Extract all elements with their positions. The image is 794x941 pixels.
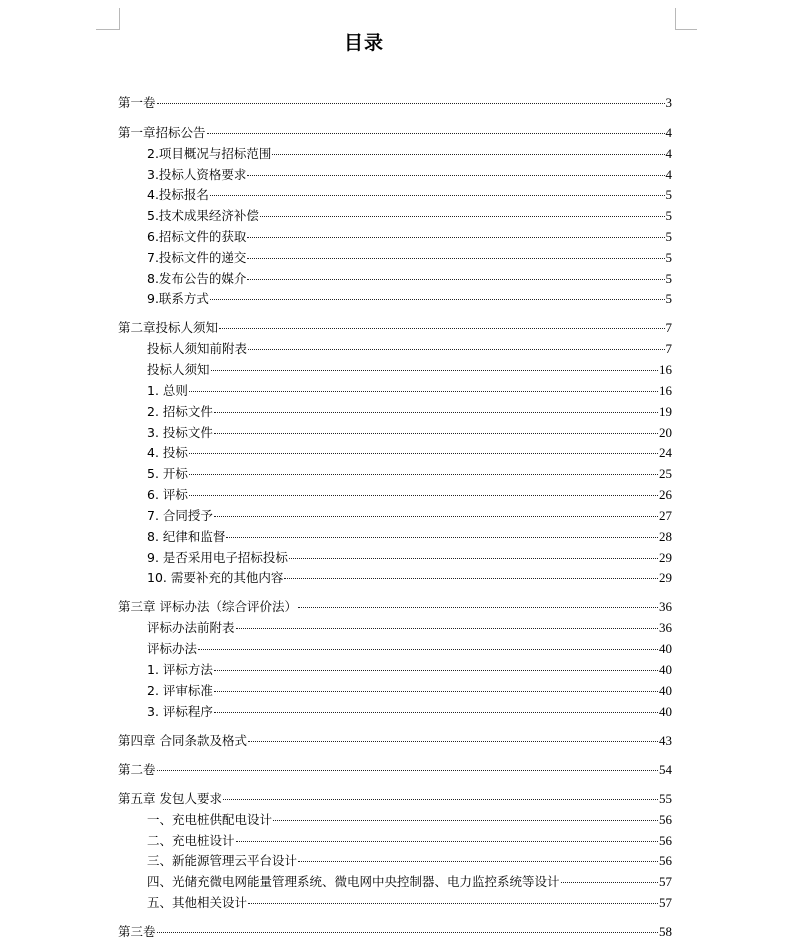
- toc-page-number: 7: [665, 341, 672, 356]
- toc-entry-text: 第二章投标人须知: [118, 320, 219, 335]
- toc-leader: [214, 691, 658, 692]
- page-title: 目录: [343, 32, 384, 54]
- toc-leader: [189, 453, 658, 454]
- toc-entry[interactable]: [147, 640, 672, 658]
- toc-entry[interactable]: [147, 486, 672, 504]
- toc-leader: [211, 370, 658, 371]
- toc-entry[interactable]: [147, 249, 672, 267]
- toc-leader: [214, 712, 658, 713]
- toc-entry-text: 5. 开标: [147, 466, 188, 481]
- toc-entry-text: 投标人须知: [147, 362, 210, 377]
- toc-entry-text: 5.技术成果经济补偿: [147, 208, 259, 223]
- toc-entry[interactable]: [118, 319, 672, 337]
- toc-entry-text: 第二卷: [118, 762, 156, 777]
- toc-entry-text: 第一卷: [118, 95, 156, 110]
- toc-entry-text: 3.投标人资格要求: [147, 167, 247, 182]
- toc-page-number: 40: [659, 662, 672, 677]
- toc-entry[interactable]: [147, 424, 672, 442]
- toc-leader: [236, 841, 658, 842]
- toc-leader: [214, 412, 658, 413]
- toc-entry[interactable]: [147, 569, 672, 587]
- toc-entry-text: 评标办法前附表: [147, 620, 235, 635]
- toc-entry[interactable]: [118, 790, 672, 808]
- toc-entry-text: 9.联系方式: [147, 291, 209, 306]
- toc-page-number: 29: [659, 550, 672, 565]
- toc-page-number: 16: [659, 362, 672, 377]
- toc-leader: [272, 154, 664, 155]
- toc-page-number: 3: [665, 95, 672, 110]
- toc-entry-text: 4. 投标: [147, 445, 188, 460]
- toc-entry-text: 7.投标文件的递交: [147, 250, 247, 265]
- toc-entry[interactable]: [147, 873, 672, 891]
- toc-page-number: 19: [659, 404, 672, 419]
- toc-entry[interactable]: [147, 528, 672, 546]
- toc-leader: [207, 133, 665, 134]
- toc-entry[interactable]: [147, 619, 672, 637]
- toc-leader: [247, 175, 664, 176]
- toc-entry-text: 二、充电桩设计: [147, 833, 235, 848]
- toc-page-number: 27: [659, 508, 672, 523]
- toc-leader: [198, 649, 658, 650]
- toc-entry-text: 2. 评审标准: [147, 683, 213, 698]
- toc-entry[interactable]: [147, 340, 672, 358]
- toc-entry[interactable]: [147, 703, 672, 721]
- toc-page-number: 5: [665, 208, 672, 223]
- toc-page-number: 5: [665, 250, 672, 265]
- toc-page-number: 24: [659, 445, 672, 460]
- toc-entry[interactable]: [147, 361, 672, 379]
- toc-leader: [248, 903, 658, 904]
- toc-entry[interactable]: [147, 290, 672, 308]
- toc-entry-text: 3. 投标文件: [147, 425, 213, 440]
- toc-entry[interactable]: [147, 549, 672, 567]
- toc-entry-text: 五、其他相关设计: [147, 895, 248, 910]
- toc-entry[interactable]: [118, 732, 672, 750]
- toc-entry[interactable]: [147, 852, 672, 870]
- toc-leader: [236, 628, 658, 629]
- toc-entry-text: 4.投标报名: [147, 187, 209, 202]
- toc-entry[interactable]: [118, 923, 672, 941]
- toc-entry-text: 四、光储充微电网能量管理系统、微电网中央控制器、电力监控系统等设计: [147, 874, 560, 889]
- toc-entry[interactable]: [147, 661, 672, 679]
- toc-leader: [247, 258, 664, 259]
- toc-page-number: 58: [659, 924, 672, 939]
- toc-entry-text: 6.招标文件的获取: [147, 229, 247, 244]
- toc-page-number: 20: [659, 425, 672, 440]
- toc-leader: [298, 607, 658, 608]
- toc-entry[interactable]: [118, 761, 672, 779]
- toc-leader: [248, 349, 664, 350]
- toc-entry-text: 第四章 合同条款及格式: [118, 733, 247, 748]
- toc-page-number: 36: [659, 620, 672, 635]
- toc-leader: [214, 670, 658, 671]
- toc-page-number: 40: [659, 704, 672, 719]
- toc-entry-text: 8. 纪律和监督: [147, 529, 226, 544]
- toc-entry[interactable]: [147, 228, 672, 246]
- toc-entry-text: 10. 需要补充的其他内容: [147, 570, 284, 585]
- toc-entry[interactable]: [147, 166, 672, 184]
- toc-leader: [219, 328, 664, 329]
- toc-entry[interactable]: [147, 207, 672, 225]
- toc-page-number: 57: [659, 874, 672, 889]
- toc-page-number: 56: [659, 833, 672, 848]
- toc-page-number: 54: [659, 762, 672, 777]
- toc-entry-text: 一、充电桩供配电设计: [147, 812, 273, 827]
- toc-entry-text: 第五章 发包人要求: [118, 791, 222, 806]
- toc-page-number: 5: [665, 291, 672, 306]
- toc-page-number: 16: [659, 383, 672, 398]
- toc-leader: [247, 237, 664, 238]
- toc-leader: [157, 103, 665, 104]
- toc-leader: [289, 558, 658, 559]
- toc-leader: [260, 216, 665, 217]
- toc-entry[interactable]: [118, 94, 672, 112]
- toc-entry[interactable]: [118, 598, 672, 616]
- toc-entry[interactable]: [147, 403, 672, 421]
- toc-entry[interactable]: [147, 382, 672, 400]
- toc-entry[interactable]: [147, 811, 672, 829]
- toc-page-number: 36: [659, 599, 672, 614]
- toc-leader: [210, 299, 665, 300]
- toc-entry[interactable]: [147, 682, 672, 700]
- toc-entry-text: 1. 评标方法: [147, 662, 213, 677]
- toc-entry-text: 2. 招标文件: [147, 404, 213, 419]
- toc-entry-text: 第三章 评标办法（综合评价法）: [118, 599, 297, 614]
- toc-page-number: 56: [659, 853, 672, 868]
- toc-entry-text: 第一章招标公告: [118, 125, 206, 140]
- toc-page-number: 40: [659, 683, 672, 698]
- toc-entry-text: 评标办法: [147, 641, 198, 656]
- toc-leader: [214, 433, 658, 434]
- toc-entry[interactable]: [147, 832, 672, 850]
- toc-leader: [214, 516, 658, 517]
- toc-page-number: 29: [659, 570, 672, 585]
- toc-page-number: 43: [659, 733, 672, 748]
- toc-entry-text: 投标人须知前附表: [147, 341, 248, 356]
- toc-entry[interactable]: [147, 444, 672, 462]
- toc-page-number: 25: [659, 466, 672, 481]
- toc-page-number: 55: [659, 791, 672, 806]
- toc-entry-text: 2.项目概况与招标范围: [147, 146, 272, 161]
- toc-entry[interactable]: [147, 465, 672, 483]
- toc-entry-text: 7. 合同授予: [147, 508, 213, 523]
- toc-leader: [298, 861, 658, 862]
- toc-entry-text: 6. 评标: [147, 487, 188, 502]
- toc-page-number: 57: [659, 895, 672, 910]
- toc-page-number: 26: [659, 487, 672, 502]
- toc-entry[interactable]: [147, 894, 672, 912]
- toc-page-number: 5: [665, 187, 672, 202]
- toc-entry[interactable]: [118, 124, 672, 142]
- toc-leader: [210, 195, 665, 196]
- toc-leader: [273, 820, 658, 821]
- toc-leader: [189, 495, 658, 496]
- toc-entry-text: 3. 评标程序: [147, 704, 213, 719]
- toc-entry[interactable]: [147, 270, 672, 288]
- crop-mark-right-vertical: [675, 8, 676, 30]
- toc-page-number: 56: [659, 812, 672, 827]
- toc-leader: [248, 741, 658, 742]
- toc-entry-text: 8.发布公告的媒介: [147, 271, 247, 286]
- toc-leader: [284, 578, 658, 579]
- toc-leader: [223, 799, 658, 800]
- toc-page-number: 4: [665, 146, 672, 161]
- toc-page-number: 7: [665, 320, 672, 335]
- toc-entry[interactable]: [147, 186, 672, 204]
- toc-leader: [561, 882, 658, 883]
- toc-leader: [189, 391, 658, 392]
- crop-mark-left-vertical: [119, 8, 120, 30]
- toc-entry-text: 三、新能源管理云平台设计: [147, 853, 298, 868]
- toc-page-number: 5: [665, 271, 672, 286]
- toc-page-number: 28: [659, 529, 672, 544]
- toc-page-number: 40: [659, 641, 672, 656]
- toc-leader: [157, 770, 658, 771]
- toc-page-number: 5: [665, 229, 672, 244]
- toc-entry-text: 1. 总则: [147, 383, 188, 398]
- toc-entry[interactable]: [147, 145, 672, 163]
- toc-leader: [247, 279, 664, 280]
- toc-leader: [226, 537, 658, 538]
- toc-entry[interactable]: [147, 507, 672, 525]
- toc-entry-text: 9. 是否采用电子招标投标: [147, 550, 288, 565]
- toc-entry-text: 第三卷: [118, 924, 156, 939]
- toc-page-number: 4: [665, 125, 672, 140]
- toc-leader: [157, 932, 658, 933]
- toc-page-number: 4: [665, 167, 672, 182]
- toc-leader: [189, 474, 658, 475]
